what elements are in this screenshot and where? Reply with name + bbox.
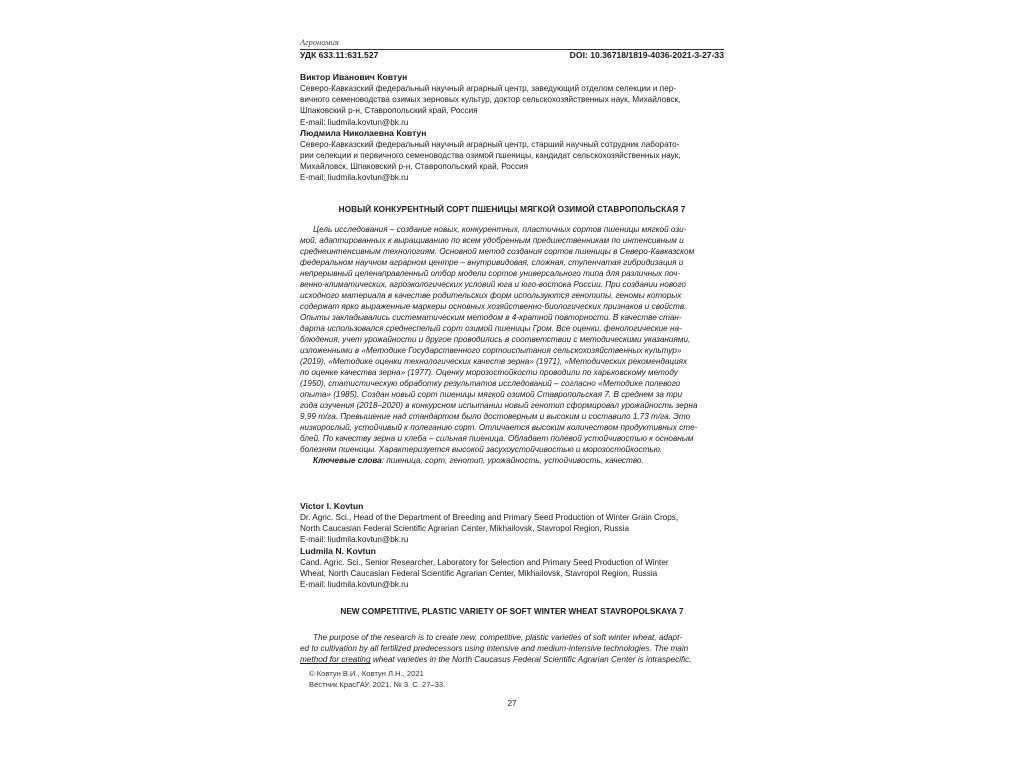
- page-number: 27: [507, 699, 517, 708]
- abstract-line: 9,99 т/га. Превышение над стандартом было достоверным и высоким и составило 1,73 т/га. Это: [300, 412, 691, 421]
- article-title-en: NEW COMPETITIVE, PLASTIC VARIETY OF SOFT WINTER WHEAT STAVROPOLSKAYA 7: [340, 607, 684, 616]
- abstract-line: (1950), статистическую обработку результатов исследований – согласно «Методике полевого: [300, 379, 681, 388]
- abstract-line: по оценке качества зерна» (1977). Оценку морозостойкости проводили по харьковскому методу: [300, 368, 678, 377]
- abstract-line: низкорослый, устойчивый к полеганию сорт. Отличается высоким количеством продуктивных сте-: [300, 423, 698, 432]
- abstract-en: [300, 632, 724, 666]
- abstract-line: болезням пшеницы. Характеризуется высокой засухоустойчивостью и морозостойкостью.: [300, 445, 663, 454]
- abstract-line: (2019), «Методике оценки технологических качеств зерна» (1971), «Методических рекомендациях: [300, 357, 688, 366]
- keywords-label: Ключевые слова: [313, 456, 382, 465]
- author-name: Victor I. Kovtun: [300, 501, 364, 511]
- author-name: Ludmila N. Kovtun: [300, 545, 376, 556]
- abstract-line: изложенными в «Методике Государственного сортоиспытания сельскохозяйственных культур»: [300, 346, 682, 355]
- abstract-line: блей. По качеству зерна и хлеба – сильная пшеница. Обладает полевой устойчивостью к основным: [300, 434, 694, 443]
- author-affiliation-line: вичного семеноводства озимых зерновых культур, доктор сельскохозяйственных наук, Михайловск,: [300, 95, 681, 105]
- authors-en: [300, 501, 724, 590]
- keywords-ru: [300, 455, 724, 466]
- copyright-note: © Ковтун В.И., Ковтун Л.Н., 2021: [309, 669, 424, 678]
- abstract-line: года изучения (2018–2020) в конкурсном испытании новый генотип сформировал урожайность зерна: [300, 401, 698, 410]
- article-title-ru: НОВЫЙ КОНКУРЕНТНЫЙ СОРТ ПШЕНИЦЫ МЯГКОЙ ОЗИМОЙ СТАВРОПОЛЬСКАЯ 7: [338, 205, 686, 214]
- abstract-line: исходного материала в качестве родительских форм используются генотипы, геномы которых: [300, 291, 682, 300]
- abstract-line: Цель исследования – создание новых, конкурентных, пластичных сортов пшеницы мягкой ози-: [313, 225, 687, 234]
- author-affiliation-line: Dr. Agric. Sci., Head of the Department of Breeding and Primary Seed Production of Winter Grain Crops,: [300, 513, 679, 522]
- author-email: E-mail: liudmila.kovtun@bk.ru: [300, 580, 409, 590]
- abstract-line: непрерывный целенаправленный отбор модели сортов универсального типа для различных поч-: [300, 269, 681, 278]
- citation-note: Вестник КрасГАУ. 2021. № 3. С. 27–33.: [309, 680, 446, 689]
- footnote: [309, 668, 733, 690]
- author-block: [300, 72, 724, 128]
- abstract-line: венно-климатических, агроэкологических условий юга и юго-востока России. При создании нового: [300, 280, 686, 289]
- author-affiliation-line: North Caucasian Federal Scientific Agrarian Center, Mikhailovsk, Stavropol Region, Russia: [300, 524, 630, 534]
- author-affiliation-line: Северо-Кавказский федеральный научный аграрный центр, заведующий отделом селекции и пер-: [300, 84, 677, 93]
- author-block: [300, 128, 724, 184]
- abstract-line: мой, адаптированных к выращиванию по всем удобренным предшественникам по интенсивным и: [300, 236, 684, 245]
- abstract-line: дарта использовался среднеспелый сорт озимой пшеницы Гром. Все оценки, фенологические на-: [300, 324, 682, 333]
- udc-doi-row: [300, 50, 724, 60]
- author-affiliation-line: Шпаковский р-н, Ставропольский край, Россия: [300, 106, 478, 116]
- section-label: Агрономия: [300, 37, 339, 47]
- author-name: Людмила Николаевна Ковтун: [300, 127, 427, 138]
- authors-ru: [300, 72, 724, 184]
- author-affiliation-line: Wheat, North Caucasian Federal Scientific Agrarian Center, Mikhailovsk, Stavropol Region, Russia: [300, 568, 658, 578]
- doi: DOI: 10.36718/1819-4036-2021-3-27-33: [569, 50, 724, 60]
- abstract-line: [300, 654, 724, 665]
- author-email: E-mail: liudmila.kovtun@bk.ru: [300, 535, 409, 545]
- author-affiliation-line: Михайловск, Шпаковский р-н, Ставропольский край, Россия: [300, 162, 529, 172]
- abstract-line: опыта» (1985). Создан новый сорт пшеницы мягкой озимой Ставропольская 7. В среднем за три: [300, 390, 683, 399]
- author-affiliation-line: рии селекции и первичного семеноводства озимой пшеницы, кандидат сельскохозяйственных наук,: [300, 151, 681, 161]
- abstract-line: федеральном научном аграрном центре – внутривидовая, сложная, ступенчатая гибридизация и: [300, 258, 684, 267]
- author-email: E-mail: liudmila.kovtun@bk.ru: [300, 117, 409, 127]
- udc-code: УДК 633.11:631.527: [300, 50, 379, 60]
- author-email: E-mail: liudmila.kovtun@bk.ru: [300, 173, 409, 183]
- abstract-line: содержат ярко выраженные маркеры основных хозяйственно-биологических признаков и свойств.: [300, 302, 687, 311]
- underlined-phrase: method for creating: [300, 655, 371, 665]
- abstract-line: Опыты закладывались систематическим методом в 4-кратной повторности. В качестве стан-: [300, 313, 682, 322]
- author-affiliation-line: Cand. Agric. Sci., Senior Researcher, Laboratory for Selection and Primary Seed Production of Winter: [300, 557, 669, 567]
- abstract-line-rest: wheat varieties in the North Caucasus Federal Scientific Agrarian Center is intraspecific,: [370, 655, 692, 665]
- author-name: Виктор Иванович Ковтун: [300, 72, 408, 82]
- author-block: [300, 546, 724, 591]
- author-affiliation-line: Северо-Кавказский федеральный научный аграрный центр, старший научный сотрудник лаборато-: [300, 139, 680, 149]
- abstract-ru: [300, 224, 724, 466]
- author-block: [300, 501, 724, 546]
- abstract-line: The purpose of the research is to create new, competitive, plastic varieties of soft winter wheat, adapt-: [313, 633, 683, 642]
- abstract-line: среднеинтенсивным технологиям. Основной метод создания сортов пшеницы в Северо-Кавказском: [300, 247, 695, 256]
- abstract-line: блюдения, учет урожайности и другое проводились в соответствии с методическими указаниями,: [300, 335, 691, 344]
- abstract-line: ed to cultivation by all fertilized predecessors using intensive and medium-intensive technologies. The main: [300, 644, 689, 654]
- keywords-text: : пшеница, сорт, генотип, урожайность, устойчивость, качество.: [381, 456, 644, 465]
